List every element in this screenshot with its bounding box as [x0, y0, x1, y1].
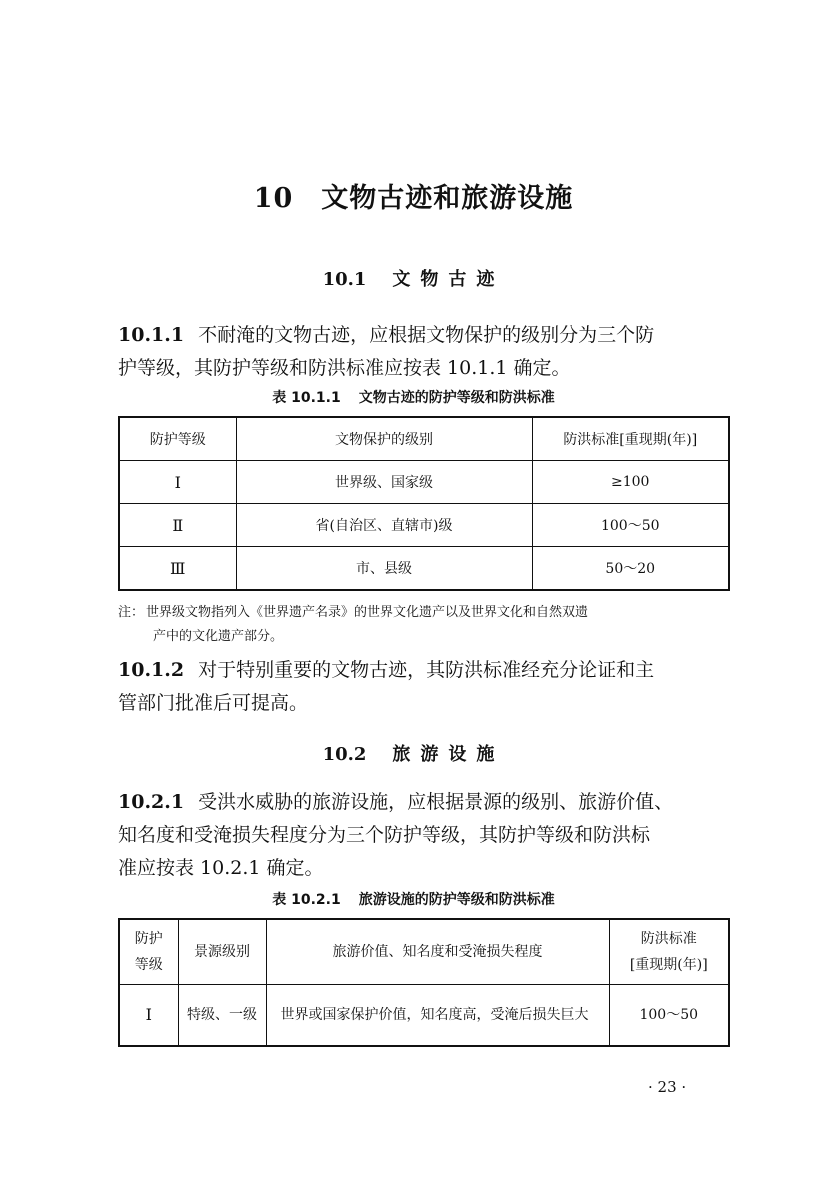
- clause-text: 准应按表 10.2.1 确定。: [118, 857, 324, 879]
- table-header-cell: 旅游价值、知名度和受淹损失程度: [266, 919, 609, 985]
- clause-number: 10.1.2: [118, 659, 185, 681]
- table-caption-title: 文物古迹的防护等级和防洪标准: [358, 390, 555, 406]
- table-row: [119, 985, 729, 1047]
- table-cell: 省(自治区、直辖市)级: [236, 504, 532, 547]
- table-header-cell: [609, 919, 729, 985]
- chapter-title: [0, 176, 827, 215]
- section-number: 10.1: [322, 269, 367, 290]
- clause-text: 对于特别重要的文物古迹，其防洪标准经充分论证和主: [198, 659, 655, 681]
- header-text: 防护: [134, 931, 163, 947]
- section-title-text: 旅游设施: [392, 744, 505, 765]
- table-caption-number: 表 10.1.1: [272, 390, 341, 406]
- section-heading-10-2: [0, 740, 827, 766]
- table-cell: 100～50: [609, 985, 729, 1047]
- header-text: 防洪标准: [640, 931, 697, 947]
- section-number: 10.2: [322, 744, 367, 765]
- clause-10-1-2: [118, 654, 738, 720]
- clause-text: 不耐淹的文物古迹，应根据文物保护的级别分为三个防: [198, 324, 655, 346]
- note-text: 产中的文化遗产部分。: [153, 629, 284, 644]
- clause-10-2-1: [118, 786, 738, 885]
- table-caption: [0, 387, 827, 407]
- table-cell: 世界或国家保护价值，知名度高，受淹后损失巨大: [266, 985, 609, 1047]
- table-cell: 100～50: [532, 504, 729, 547]
- table-note: [118, 601, 732, 649]
- table-cell: 市、县级: [236, 547, 532, 591]
- table-cell: 50～20: [532, 547, 729, 591]
- section-title-text: 文物古迹: [392, 269, 505, 290]
- clause-number: 10.1.1: [118, 324, 185, 346]
- table-caption-title: 旅游设施的防护等级和防洪标准: [358, 892, 555, 908]
- clause-text: 护等级，其防护等级和防洪标准应按表 10.1.1 确定。: [118, 357, 571, 379]
- clause-line: [118, 654, 738, 687]
- table-header-cell: 文物保护的级别: [236, 417, 532, 461]
- table-row: [119, 461, 729, 504]
- table-header-row: [119, 919, 729, 985]
- table-cell: Ⅱ: [119, 504, 236, 547]
- table-cell: Ⅰ: [119, 461, 236, 504]
- clause-text: 受洪水威胁的旅游设施，应根据景源的级别、旅游价值、: [198, 791, 674, 813]
- table-header-cell: 景源级别: [178, 919, 266, 985]
- clause-text: 管部门批准后可提高。: [118, 692, 309, 714]
- table-cell: 世界级、国家级: [236, 461, 532, 504]
- table-header-cell: [119, 919, 178, 985]
- chapter-number: 10: [253, 183, 294, 214]
- table-cell: Ⅰ: [119, 985, 178, 1047]
- clause-10-1-1: [118, 319, 738, 385]
- clause-line: [118, 786, 738, 819]
- tourism-protection-table: [118, 918, 730, 1047]
- table-cell: Ⅲ: [119, 547, 236, 591]
- table-header-row: [119, 417, 729, 461]
- table-header-cell: 防护等级: [119, 417, 236, 461]
- clause-number: 10.2.1: [118, 791, 185, 813]
- section-heading-10-1: [0, 265, 827, 291]
- table-row: [119, 547, 729, 591]
- clause-line: [118, 319, 738, 352]
- page-number: · 23 ·: [648, 1078, 687, 1096]
- chapter-title-text: 文物古迹和旅游设施: [321, 183, 574, 214]
- note-label: 注：: [118, 605, 145, 620]
- table-caption-number: 表 10.2.1: [272, 892, 341, 908]
- clause-text: 知名度和受淹损失程度分为三个防护等级，其防护等级和防洪标: [118, 824, 651, 846]
- protection-standard-table: [118, 416, 730, 591]
- table-cell: 特级、一级: [178, 985, 266, 1047]
- table-header-cell: 防洪标准[重现期(年)]: [532, 417, 729, 461]
- note-text: 世界级文物指列入《世界遗产名录》的世界文化遗产以及世界文化和自然双遗: [146, 605, 589, 620]
- table-caption: [0, 889, 827, 909]
- header-text: 等级: [134, 957, 163, 973]
- table-cell: ≥100: [532, 461, 729, 504]
- header-text: [重现期(年)]: [629, 957, 708, 973]
- table-row: [119, 504, 729, 547]
